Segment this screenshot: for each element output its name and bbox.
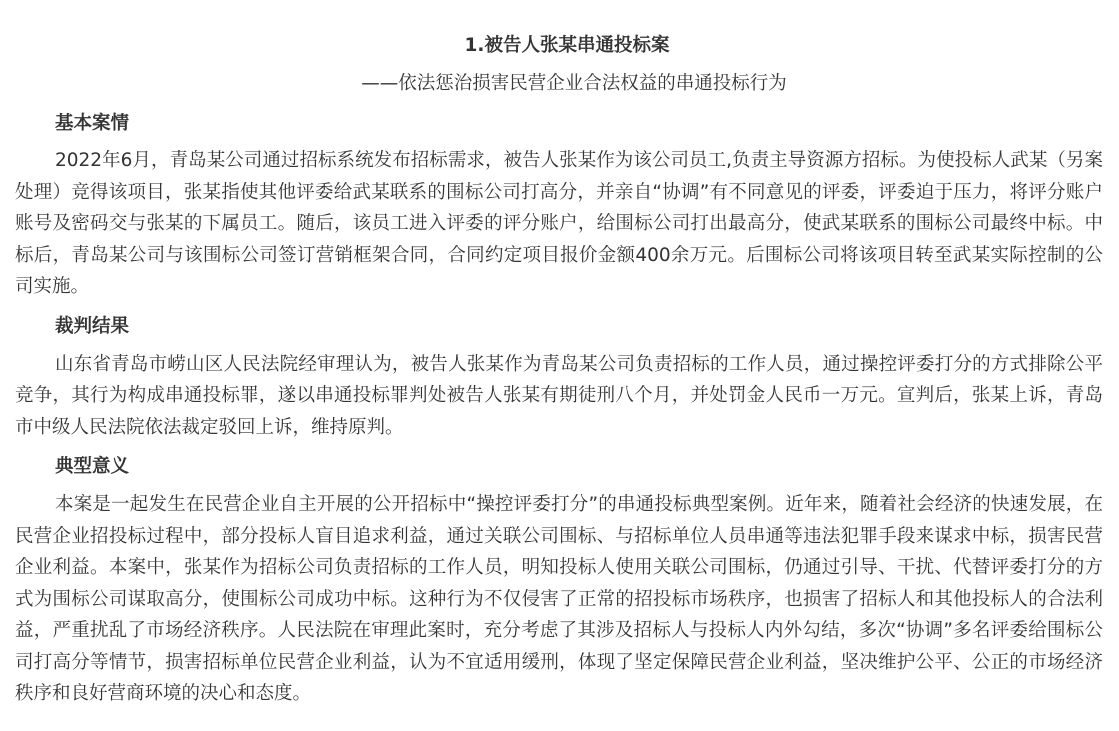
section-heading-judgment: 裁判结果 — [55, 315, 130, 337]
case-title: 1.被告人张某串通投标案 — [464, 35, 670, 56]
case-subtitle: ——依法惩治损害民营企业合法权益的串通投标行为 — [361, 73, 787, 94]
section-heading-basic-facts: 基本案情 — [55, 113, 130, 134]
article — [15, 32, 1103, 710]
section-paragraph-basic-facts: 2022年6月，青岛某公司通过招标系统发布招标需求，被告人张某作为该公司员工,负责主导资源方招标。为使投标人武某（另案处理）竞得该项目，张某指使其他评委给武某联系的围标公司打高分，并亲自“协调”有不同意见的评委，评委迫于压力，将评分账户账号及密码交与张某的下属员工。随后，该员工进入评委的评分账户，给围标公司打出最高分，使武某联系的围标公司最终中标。中标后，青岛某公司与该围标公司签订营销框架合同，合同约定项目报价金额400余万元。后围标公司将该项目转至武某实际控制的公司实施。 — [15, 150, 1103, 297]
section-paragraph-significance: 本案是一起发生在民营企业自主开展的公开招标中“操控评委打分”的串通投标典型案例。近年来，随着社会经济的快速发展，在民营企业招投标过程中，部分投标人盲目追求利益，通过关联公司围标、与招标单位人员串通等违法犯罪手段来谋求中标，损害民营企业利益。本案中，张某作为招标公司负责招标的工作人员，明知投标人使用关联公司围标，仍通过引导、干扰、代替评委打分的方式为围标公司谋取高分，使围标公司成功中标。这种行为不仅侵害了正常的招投标市场秩序，也损害了招标人和其他投标人的合法利益，严重扰乱了市场经济秩序。人民法院在审理此案时，充分考虑了其涉及招标人与投标人内外勾结，多次“协调”多名评委给围标公司打高分等情节，损害招标单位民营企业利益，认为不宜适用缓刑，体现了坚定保障民营企业利益，坚决维护公平、公正的市场经济秩序和良好营商环境的决心和态度。 — [15, 494, 1103, 704]
section-paragraph-judgment: 山东省青岛市崂山区人民法院经审理认为，被告人张某作为青岛某公司负责招标的工作人员，通过操控评委打分的方式排除公平竞争，其行为构成串通投标罪，遂以串通投标罪判处被告人张某有期徒刑八个月，并处罚金人民币一万元。宣判后，张某上诉，青岛市中级人民法院依法裁定驳回上诉，维持原判。 — [15, 353, 1103, 438]
section-heading-significance: 典型意义 — [55, 456, 130, 477]
